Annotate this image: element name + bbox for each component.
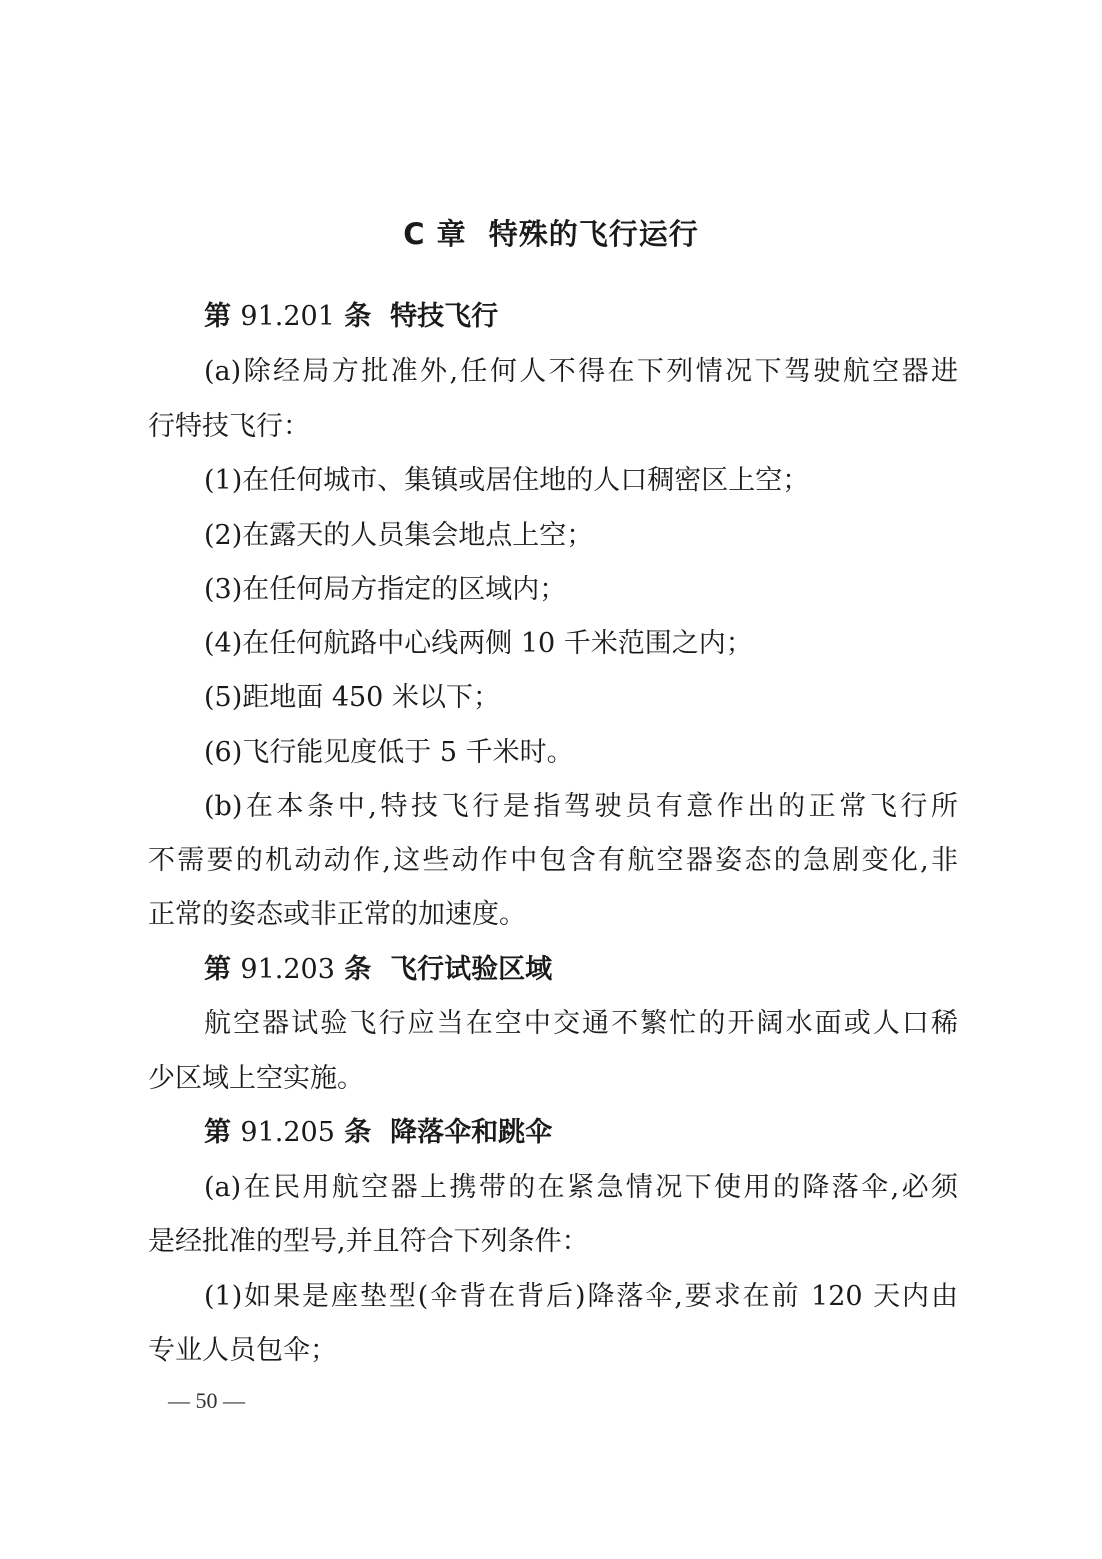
heading-prefix: 第 (204, 1117, 231, 1148)
list-item-line: (2)在露天的人员集会地点上空； (204, 520, 594, 551)
paragraph-line: 专业人员包伞； (148, 1335, 337, 1366)
paragraph-line: 正常的姿态或非正常的加速度。 (148, 899, 526, 930)
paragraph-line: 少区域上空实施。 (148, 1063, 364, 1094)
list-item-line: (6)飞行能见度低于 5 千米时。 (204, 737, 574, 768)
heading-number: 91.201 (240, 301, 335, 332)
heading-suffix: 条 降落伞和跳伞 (344, 1117, 553, 1148)
heading-prefix: 第 (204, 954, 231, 985)
chapter-title: C 章 特殊的飞行运行 (403, 217, 699, 251)
paragraph-line: 航空器试验飞行应当在空中交通不繁忙的开阔水面或人口稀 (204, 1008, 958, 1039)
section-heading-91-203 (204, 952, 958, 988)
paragraph-line: 不需要的机动动作,这些动作中包含有航空器姿态的急剧变化,非 (148, 845, 958, 876)
section-heading-91-205 (204, 1115, 958, 1151)
list-item-line: (4)在任何航路中心线两侧 10 千米范围之内； (204, 628, 753, 659)
section-heading-91-201 (204, 299, 958, 335)
heading-suffix: 条 特技飞行 (344, 301, 499, 332)
list-item-line: (5)距地面 450 米以下； (204, 682, 500, 713)
heading-number: 91.203 (240, 954, 335, 985)
paragraph-line: (a)在民用航空器上携带的在紧急情况下使用的降落伞,必须 (204, 1172, 958, 1203)
paragraph-line: 是经批准的型号,并且符合下列条件： (148, 1226, 589, 1257)
heading-number: 91.205 (240, 1117, 335, 1148)
list-item-line: (3)在任何局方指定的区域内； (204, 574, 567, 605)
list-item-line: (1)如果是座垫型(伞背在背后)降落伞,要求在前 120 天内由 (204, 1281, 958, 1312)
paragraph-line: 行特技飞行： (148, 411, 310, 442)
heading-prefix: 第 (204, 301, 231, 332)
list-item-line: (1)在任何城市、集镇或居住地的人口稠密区上空； (204, 465, 810, 496)
heading-suffix: 条 飞行试验区域 (344, 954, 553, 985)
paragraph-line: (b)在本条中,特技飞行是指驾驶员有意作出的正常飞行所 (204, 791, 958, 822)
page-number: — 50 — (168, 1388, 245, 1413)
paragraph-line: (a)除经局方批准外,任何人不得在下列情况下驾驶航空器进 (204, 356, 958, 387)
